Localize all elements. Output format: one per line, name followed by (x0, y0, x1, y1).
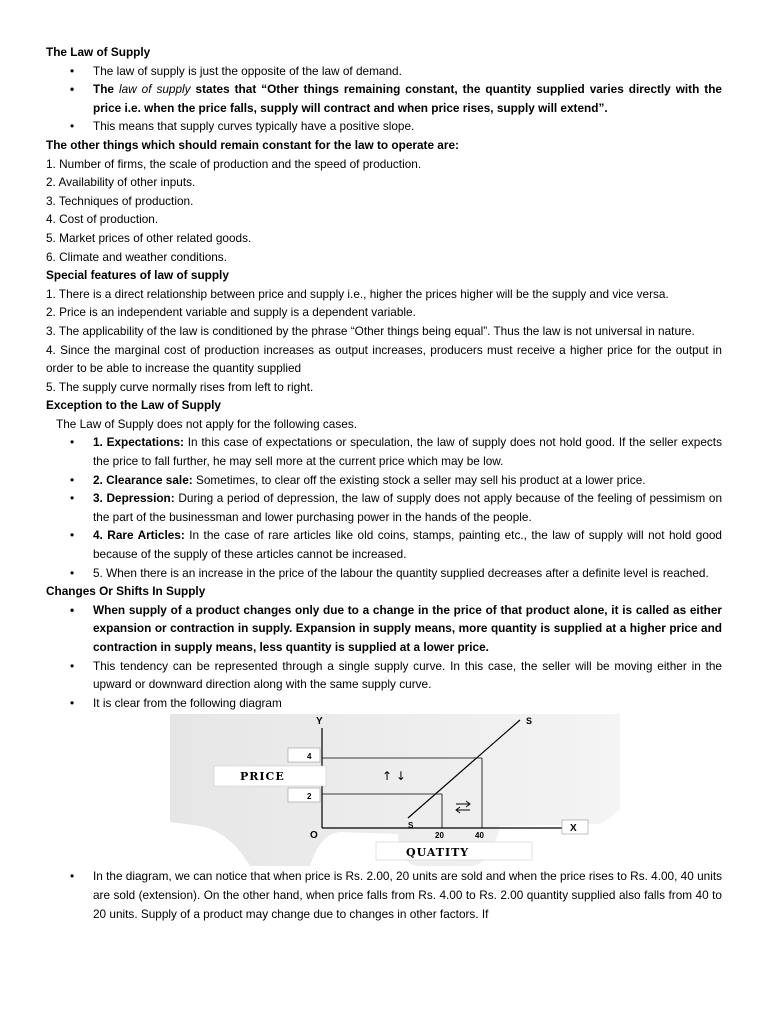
qty-tick-20: 20 (435, 831, 444, 841)
changes-bullet-1: • When supply of a product changes only due to a change in the price of that product alone, it is called as either expansion or contraction in supply. Expansion in supply means, more quantity is supplied at a higher price and contraction in supply means, less quantity is supplied at a lower price. (46, 601, 722, 657)
supply-curve-label-top: S (526, 716, 533, 727)
constant-item: 3. Techniques of production. (46, 193, 194, 208)
tick-box-2 (288, 788, 320, 802)
y-axis-label: Y (316, 716, 323, 728)
constant-item: 5. Market prices of other related goods. (46, 230, 252, 245)
supply-curve-figure (170, 714, 620, 866)
law-of-supply-term: law of supply (118, 82, 191, 97)
exception-item: • 3. Depression: During a period of depression, the law of supply does not apply because of the feeling of pessimism on the part of the businessman and lower purchasing power in the hands of the people. (46, 489, 722, 526)
after-diagram-bullets (46, 867, 722, 923)
exception-item: • 1. Expectations: In this case of expectations or speculation, the law of supply does not hold good. If the seller expects the price to fall further, he may sell more at the current price which may be low. (46, 433, 722, 470)
supply-diagram (46, 712, 722, 867)
qty-tick-40: 40 (475, 831, 484, 841)
changes-bullets (46, 601, 722, 713)
feature-item: 4. Since the marginal cost of production increases as output increases, producers must receive a higher price for the output in order to be able to increase the quantity supplied (46, 342, 722, 376)
feature-item: 1. There is a direct relationship between price and supply i.e., higher the prices higher will be the supply and vice versa. (46, 286, 669, 301)
law-bullet-3: • This means that supply curves typically have a positive slope. (46, 117, 722, 136)
x-axis-label: X (570, 823, 577, 835)
tick-box-4 (288, 748, 320, 762)
constant-item: 1. Number of firms, the scale of production and the speed of production. (46, 156, 422, 171)
changes-bullet-3: • It is clear from the following diagram (46, 694, 722, 713)
heading-special-features: Special features of law of supply (46, 268, 229, 283)
exception-item: • 4. Rare Articles: In the case of rare articles like old coins, stamps, painting etc., the law of supply will not hold good because of the supply of these articles cannot be increased. (46, 526, 722, 563)
law-bullet-2: • The law of supply states that “Other things remaining constant, the quantity supplied varies directly with the price i.e. when the price falls, supply will contract and when price rises, supply will extend”. (46, 80, 722, 117)
quantity-label: QUATITY (406, 846, 470, 860)
heading-exception: Exception to the Law of Supply (46, 398, 221, 413)
law-bullet-1: • The law of supply is just the opposite of the law of demand. (46, 62, 722, 81)
supply-curve-label-bottom: S (408, 821, 414, 831)
document-page (46, 43, 722, 923)
tick-label-2: 2 (307, 792, 312, 802)
constant-item: 4. Cost of production. (46, 212, 159, 227)
exception-item: • 5. When there is an increase in the price of the labour the quantity supplied decreases after a definite level is reached. (46, 564, 722, 583)
tick-label-4: 4 (307, 752, 312, 762)
exception-intro: The Law of Supply does not apply for the following cases. (56, 416, 357, 431)
feature-item: 5. The supply curve normally rises from left to right. (46, 379, 314, 394)
heading-law-of-supply: The Law of Supply (46, 45, 151, 59)
feature-item: 3. The applicability of the law is conditioned by the phrase “Other things being equal”. Thus the law is not universal in nature. (46, 323, 695, 338)
constants-intro: The other things which should remain constant for the law to operate are: (46, 137, 459, 152)
feature-item: 2. Price is an independent variable and supply is a dependent variable. (46, 305, 416, 320)
exception-bullets (46, 433, 722, 582)
up-down-arrows: ↑ ↓ (382, 769, 406, 784)
constant-item: 2. Availability of other inputs. (46, 175, 196, 190)
origin-label: O (310, 830, 318, 842)
law-bullets (46, 62, 722, 136)
heading-changes: Changes Or Shifts In Supply (46, 584, 206, 599)
changes-bullet-2: • This tendency can be represented through a single supply curve. In this case, the seller will be moving either in the upward or downward direction along with the same supply curve. (46, 657, 722, 694)
exception-item: • 2. Clearance sale: Sometimes, to clear off the existing stock a seller may sell his product at a lower price. (46, 471, 722, 490)
after-diagram-text: • In the diagram, we can notice that when price is Rs. 2.00, 20 units are sold and when the price rises to Rs. 4.00, 40 units are sold (extension). On the other hand, when price falls from Rs. 4.00 to Rs. 2.00 quantity supplied also falls from 40 to 20 units. Supply of a product may change due to changes in other factors. If (46, 867, 722, 923)
price-label: PRICE (240, 770, 285, 784)
constant-item: 6. Climate and weather conditions. (46, 249, 227, 264)
